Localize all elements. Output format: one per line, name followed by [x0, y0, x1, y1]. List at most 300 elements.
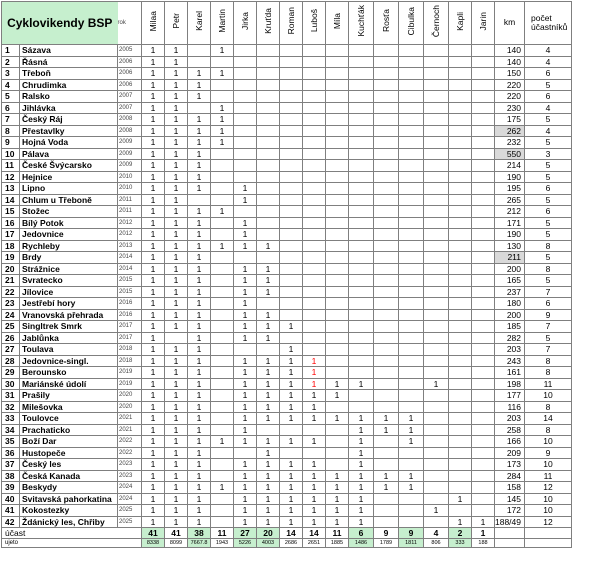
attendance-cell: [449, 390, 472, 402]
attendance-cell: [326, 321, 349, 333]
attendance-cell: [211, 309, 234, 321]
attendance-cell: 1: [142, 252, 165, 264]
attendance-cell: [280, 91, 303, 103]
attendance-cell: [399, 355, 424, 367]
attendance-cell: 1: [165, 56, 188, 68]
count-cell: 5: [525, 114, 572, 126]
attendance-cell: [424, 275, 449, 287]
attendance-cell: 1: [165, 516, 188, 528]
attendance-cell: [349, 332, 374, 344]
trip-year: 2019: [118, 378, 142, 390]
participant-header: Černoch: [424, 2, 449, 45]
trip-name: Ždánický les, Chřiby: [20, 516, 118, 528]
attendance-cell: [424, 390, 449, 402]
km-cell: 188/49: [495, 516, 525, 528]
attendance-cell: [303, 194, 326, 206]
year-header: rok: [118, 2, 142, 45]
attendance-cell: [303, 447, 326, 459]
attendance-cell: [326, 206, 349, 218]
attendance-cell: [326, 137, 349, 149]
attendance-cell: [211, 91, 234, 103]
attendance-cell: 1: [234, 424, 257, 436]
count-cell: 8: [525, 401, 572, 413]
attendance-cell: [257, 194, 280, 206]
km-cell: 212: [495, 206, 525, 218]
attendance-cell: [303, 309, 326, 321]
attendance-cell: 1: [142, 275, 165, 287]
attendance-cell: [326, 436, 349, 448]
trip-name: Boží Dar: [20, 436, 118, 448]
km-cell: 220: [495, 91, 525, 103]
totals-row: [2, 528, 572, 539]
count-cell: 6: [525, 183, 572, 195]
attendance-cell: [424, 413, 449, 425]
total-cell: 27: [234, 528, 257, 539]
attendance-cell: [374, 505, 399, 517]
attendance-cell: [374, 183, 399, 195]
attendance-cell: [326, 401, 349, 413]
attendance-cell: 1: [188, 240, 211, 252]
attendance-cell: 1: [234, 436, 257, 448]
table-row: [2, 286, 572, 298]
attendance-cell: [349, 309, 374, 321]
km-cell: 116: [495, 401, 525, 413]
attendance-cell: [449, 229, 472, 241]
trip-year: 2018: [118, 344, 142, 356]
attendance-cell: 1: [280, 355, 303, 367]
trip-number: 27: [2, 344, 20, 356]
attendance-cell: [234, 68, 257, 80]
attendance-cell: [211, 160, 234, 172]
attendance-cell: 1: [257, 240, 280, 252]
attendance-cell: [399, 102, 424, 114]
count-cell: 6: [525, 91, 572, 103]
km-total-cell: 2651: [303, 539, 326, 548]
attendance-cell: [374, 344, 399, 356]
attendance-cell: 1: [257, 516, 280, 528]
trip-number: 36: [2, 447, 20, 459]
km-total-cell: 5226: [234, 539, 257, 548]
attendance-cell: [399, 91, 424, 103]
attendance-cell: [234, 160, 257, 172]
km-cell: 173: [495, 459, 525, 471]
attendance-cell: 1: [188, 355, 211, 367]
attendance-cell: [449, 367, 472, 379]
attendance-cell: [211, 79, 234, 91]
attendance-cell: [424, 516, 449, 528]
table-row: [2, 194, 572, 206]
trip-name: Svratecko: [20, 275, 118, 287]
participant-header: Cibulka: [399, 2, 424, 45]
trip-number: 12: [2, 171, 20, 183]
attendance-cell: 1: [211, 206, 234, 218]
attendance-cell: 1: [303, 378, 326, 390]
count-cell: 4: [525, 45, 572, 57]
attendance-cell: [257, 56, 280, 68]
attendance-cell: [449, 424, 472, 436]
attendance-cell: [326, 102, 349, 114]
km-cell: 200: [495, 263, 525, 275]
km-total-cell: 2686: [280, 539, 303, 548]
header-row: [2, 2, 572, 45]
attendance-cell: [472, 102, 495, 114]
attendance-cell: [257, 137, 280, 149]
count-cell: 10: [525, 493, 572, 505]
attendance-cell: [349, 321, 374, 333]
attendance-cell: [349, 263, 374, 275]
table-row: [2, 217, 572, 229]
trip-name: Mariánské údolí: [20, 378, 118, 390]
attendance-cell: [399, 263, 424, 275]
km-header: km: [495, 2, 525, 45]
attendance-cell: [449, 171, 472, 183]
empty-cell: [525, 528, 572, 539]
attendance-cell: [211, 252, 234, 264]
attendance-cell: 1: [303, 516, 326, 528]
attendance-cell: 1: [257, 447, 280, 459]
trip-number: 1: [2, 45, 20, 57]
attendance-cell: 1: [142, 401, 165, 413]
attendance-cell: 1: [165, 160, 188, 172]
attendance-cell: 1: [142, 263, 165, 275]
attendance-cell: 1: [142, 493, 165, 505]
total-cell: 11: [326, 528, 349, 539]
trip-number: 6: [2, 102, 20, 114]
trip-number: 22: [2, 286, 20, 298]
attendance-cell: 1: [165, 194, 188, 206]
attendance-cell: 1: [303, 459, 326, 471]
attendance-cell: 1: [280, 505, 303, 517]
attendance-cell: [424, 125, 449, 137]
attendance-cell: [449, 183, 472, 195]
trip-number: 13: [2, 183, 20, 195]
count-cell: 8: [525, 424, 572, 436]
attendance-cell: [280, 275, 303, 287]
attendance-cell: [257, 160, 280, 172]
trip-year: 2020: [118, 390, 142, 402]
attendance-cell: 1: [142, 516, 165, 528]
trip-name: Prachaticko: [20, 424, 118, 436]
attendance-cell: [472, 263, 495, 275]
attendance-cell: [399, 344, 424, 356]
attendance-cell: [424, 436, 449, 448]
participant-header: Petr: [165, 2, 188, 45]
count-cell: 5: [525, 217, 572, 229]
attendance-cell: [280, 332, 303, 344]
attendance-cell: 1: [349, 493, 374, 505]
attendance-cell: [280, 229, 303, 241]
attendance-cell: 1: [188, 183, 211, 195]
attendance-cell: 1: [280, 482, 303, 494]
attendance-cell: 1: [349, 378, 374, 390]
attendance-cell: [374, 286, 399, 298]
attendance-cell: [472, 321, 495, 333]
attendance-cell: 1: [142, 183, 165, 195]
attendance-cell: [234, 45, 257, 57]
table-row: [2, 68, 572, 80]
trip-number: 34: [2, 424, 20, 436]
attendance-cell: 1: [142, 470, 165, 482]
attendance-cell: 1: [257, 367, 280, 379]
attendance-cell: 1: [165, 275, 188, 287]
trip-name: Jablůnka: [20, 332, 118, 344]
trip-name: Hustopeče: [20, 447, 118, 459]
attendance-cell: [257, 183, 280, 195]
attendance-cell: [424, 447, 449, 459]
attendance-cell: [257, 91, 280, 103]
attendance-cell: [449, 470, 472, 482]
attendance-cell: [257, 125, 280, 137]
attendance-cell: 1: [165, 286, 188, 298]
attendance-cell: [211, 148, 234, 160]
attendance-cell: 1: [303, 470, 326, 482]
attendance-cell: 1: [326, 378, 349, 390]
attendance-cell: 1: [142, 344, 165, 356]
attendance-cell: 1: [188, 505, 211, 517]
attendance-cell: [472, 45, 495, 57]
attendance-cell: [472, 401, 495, 413]
km-cell: 282: [495, 332, 525, 344]
count-cell: 4: [525, 56, 572, 68]
trip-name: Pálava: [20, 148, 118, 160]
attendance-cell: [257, 424, 280, 436]
trip-number: 37: [2, 459, 20, 471]
attendance-cell: [472, 344, 495, 356]
attendance-cell: 1: [349, 482, 374, 494]
trip-number: 38: [2, 470, 20, 482]
trip-year: 2009: [118, 137, 142, 149]
attendance-cell: [472, 413, 495, 425]
attendance-cell: 1: [399, 470, 424, 482]
attendance-cell: [399, 321, 424, 333]
attendance-cell: [374, 125, 399, 137]
attendance-cell: [424, 56, 449, 68]
attendance-cell: [349, 125, 374, 137]
attendance-cell: 1: [257, 263, 280, 275]
attendance-cell: 1: [326, 413, 349, 425]
attendance-cell: [472, 390, 495, 402]
trip-name: Vranovská přehrada: [20, 309, 118, 321]
attendance-cell: [399, 79, 424, 91]
attendance-cell: [449, 45, 472, 57]
attendance-cell: [257, 344, 280, 356]
attendance-cell: [349, 355, 374, 367]
count-header: počet účastníků: [525, 2, 572, 45]
table-row: [2, 309, 572, 321]
attendance-cell: 1: [142, 367, 165, 379]
attendance-cell: 1: [280, 470, 303, 482]
attendance-cell: [472, 275, 495, 287]
attendance-cell: 1: [349, 505, 374, 517]
attendance-cell: 1: [165, 309, 188, 321]
trip-year: 2024: [118, 493, 142, 505]
attendance-cell: [234, 171, 257, 183]
attendance-cell: [303, 217, 326, 229]
trip-number: 28: [2, 355, 20, 367]
trip-year: 2009: [118, 160, 142, 172]
attendance-cell: 1: [165, 344, 188, 356]
attendance-cell: [349, 217, 374, 229]
attendance-cell: 1: [165, 206, 188, 218]
km-cell: 258: [495, 424, 525, 436]
attendance-cell: 1: [280, 516, 303, 528]
attendance-cell: [374, 378, 399, 390]
participant-header: Roman: [280, 2, 303, 45]
attendance-cell: [257, 298, 280, 310]
trip-name: Ralsko: [20, 91, 118, 103]
attendance-cell: [374, 206, 399, 218]
trip-year: 2011: [118, 206, 142, 218]
table-row: [2, 482, 572, 494]
attendance-cell: 1: [142, 413, 165, 425]
attendance-cell: [349, 56, 374, 68]
attendance-cell: 1: [234, 378, 257, 390]
attendance-cell: 1: [257, 470, 280, 482]
count-cell: 10: [525, 436, 572, 448]
attendance-cell: 1: [142, 321, 165, 333]
count-cell: 5: [525, 252, 572, 264]
attendance-cell: 1: [234, 401, 257, 413]
trip-number: 15: [2, 206, 20, 218]
attendance-cell: [349, 240, 374, 252]
attendance-cell: 1: [234, 194, 257, 206]
attendance-cell: 1: [165, 470, 188, 482]
attendance-cell: [449, 459, 472, 471]
attendance-cell: 1: [142, 482, 165, 494]
attendance-cell: [374, 298, 399, 310]
attendance-cell: [303, 344, 326, 356]
attendance-cell: [399, 148, 424, 160]
attendance-cell: 1: [165, 183, 188, 195]
table-row: [2, 298, 572, 310]
attendance-cell: [303, 91, 326, 103]
attendance-cell: 1: [234, 459, 257, 471]
attendance-cell: [211, 516, 234, 528]
trip-name: Bílý Potok: [20, 217, 118, 229]
table-row: [2, 137, 572, 149]
attendance-cell: [349, 229, 374, 241]
km-total-cell: 333: [449, 539, 472, 548]
attendance-cell: [424, 344, 449, 356]
attendance-cell: 1: [349, 459, 374, 471]
attendance-cell: [399, 493, 424, 505]
trip-name: Strážnice: [20, 263, 118, 275]
km-cell: 220: [495, 79, 525, 91]
attendance-cell: [424, 321, 449, 333]
trip-year: 2010: [118, 171, 142, 183]
km-cell: 262: [495, 125, 525, 137]
attendance-cell: [234, 125, 257, 137]
trip-number: 10: [2, 148, 20, 160]
attendance-cell: [449, 91, 472, 103]
participant-header: Kuchťák: [349, 2, 374, 45]
attendance-cell: [472, 240, 495, 252]
attendance-cell: [449, 413, 472, 425]
attendance-cell: 1: [326, 470, 349, 482]
table-row: [2, 470, 572, 482]
count-cell: 9: [525, 447, 572, 459]
attendance-cell: [424, 286, 449, 298]
attendance-cell: 1: [165, 390, 188, 402]
attendance-cell: [424, 493, 449, 505]
attendance-cell: [374, 401, 399, 413]
attendance-cell: [211, 459, 234, 471]
attendance-cell: [349, 390, 374, 402]
participant-header: Luboš: [303, 2, 326, 45]
total-cell: 6: [349, 528, 374, 539]
attendance-cell: 1: [280, 436, 303, 448]
trip-year: 2005: [118, 45, 142, 57]
attendance-cell: 1: [303, 355, 326, 367]
attendance-cell: [234, 206, 257, 218]
attendance-cell: [211, 263, 234, 275]
attendance-cell: 1: [374, 470, 399, 482]
trip-number: 29: [2, 367, 20, 379]
attendance-cell: [280, 194, 303, 206]
attendance-cell: [399, 240, 424, 252]
attendance-cell: 1: [234, 309, 257, 321]
attendance-cell: 1: [142, 56, 165, 68]
attendance-cell: [211, 171, 234, 183]
attendance-cell: [211, 413, 234, 425]
attendance-cell: 1: [188, 298, 211, 310]
table-row: [2, 114, 572, 126]
attendance-cell: 1: [349, 470, 374, 482]
trip-name: Stožec: [20, 206, 118, 218]
attendance-cell: [472, 493, 495, 505]
attendance-cell: [257, 252, 280, 264]
km-cell: 190: [495, 229, 525, 241]
attendance-cell: [374, 171, 399, 183]
count-cell: 5: [525, 171, 572, 183]
attendance-cell: [449, 114, 472, 126]
attendance-cell: [424, 424, 449, 436]
attendance-cell: [303, 79, 326, 91]
attendance-cell: [303, 240, 326, 252]
count-cell: 5: [525, 160, 572, 172]
attendance-cell: [424, 240, 449, 252]
attendance-cell: [399, 45, 424, 57]
attendance-cell: [424, 355, 449, 367]
attendance-cell: [280, 183, 303, 195]
attendance-cell: [349, 367, 374, 379]
table-row: [2, 252, 572, 264]
count-cell: 7: [525, 321, 572, 333]
attendance-cell: [211, 344, 234, 356]
attendance-cell: 1: [449, 516, 472, 528]
km-total-cell: 7667.8: [188, 539, 211, 548]
attendance-cell: [326, 298, 349, 310]
table-row: [2, 378, 572, 390]
attendance-cell: [257, 171, 280, 183]
count-cell: 7: [525, 286, 572, 298]
count-cell: 10: [525, 505, 572, 517]
attendance-cell: 1: [188, 309, 211, 321]
table-row: [2, 516, 572, 528]
attendance-cell: [303, 263, 326, 275]
trip-number: 14: [2, 194, 20, 206]
attendance-cell: 1: [188, 401, 211, 413]
attendance-cell: [280, 125, 303, 137]
attendance-cell: [303, 137, 326, 149]
attendance-cell: [188, 194, 211, 206]
attendance-cell: [303, 252, 326, 264]
attendance-cell: [211, 183, 234, 195]
attendance-cell: [349, 79, 374, 91]
attendance-cell: [349, 114, 374, 126]
km-total-cell: 8099: [165, 539, 188, 548]
km-cell: 175: [495, 114, 525, 126]
